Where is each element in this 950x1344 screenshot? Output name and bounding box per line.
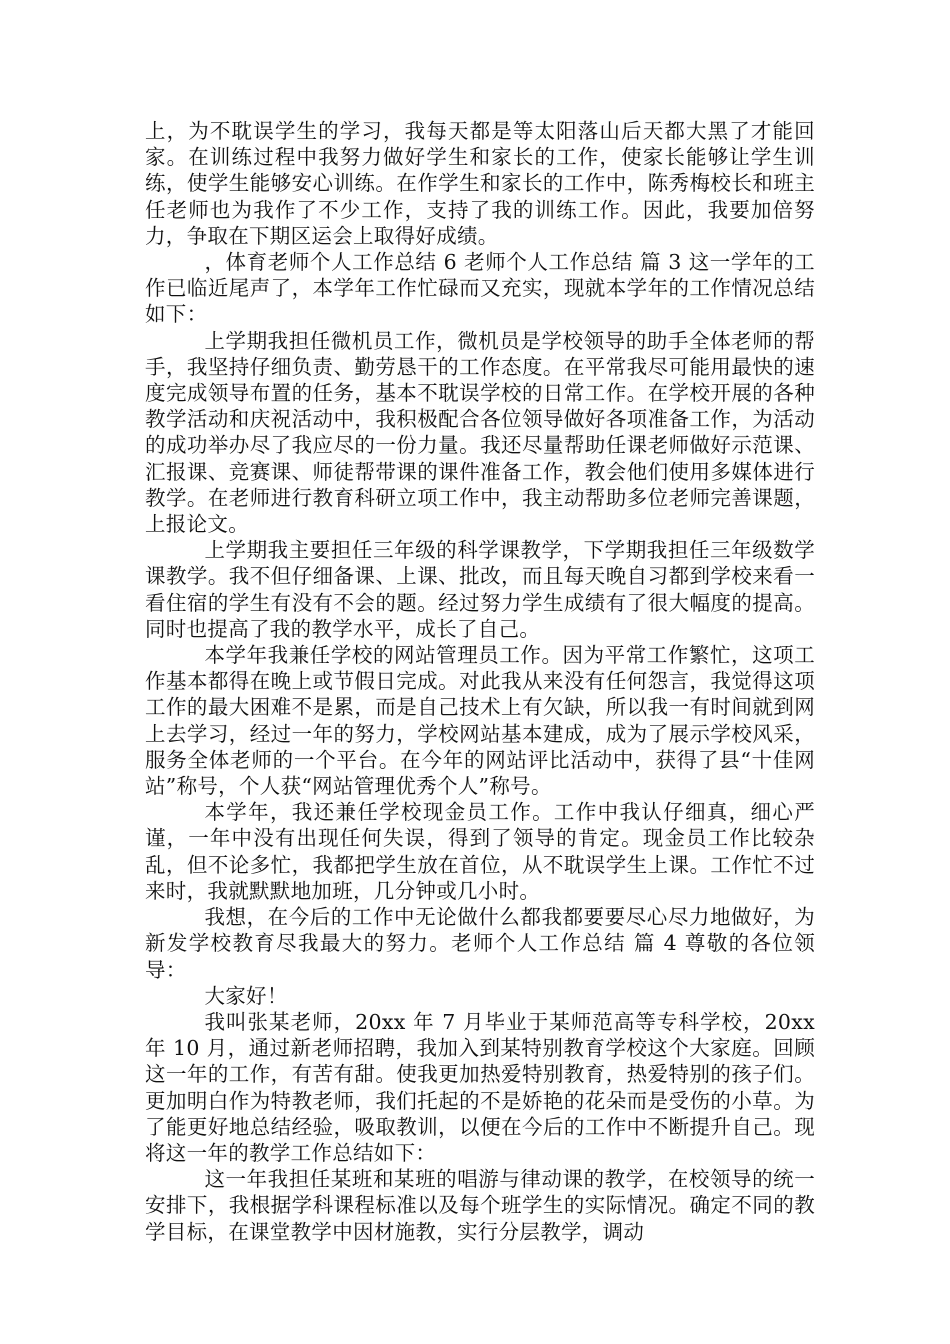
paragraph: 大家好！ <box>204 983 288 1008</box>
paragraph: 上，为不耽误学生的学习，我每天都是等太阳落山后天都大黑了才能回家。在训练过程中我努力做好学生和家长的工作，使家长能够让学生训练，使学生能够安心训练。在作学生和家长的工作中，陈秀梅校长和班主任老师也为我作了不少工作，支持了我的训练工作。因此，我要加倍努力，争取在下期区运会上取得好成绩。 <box>145 119 815 248</box>
paragraph: 这一年我担任某班和某班的唱游与律动课的教学，在校领导的统一安排下，我根据学科课程标准以及每个班学生的实际情况。确定不同的教学目标，在课堂教学中因材施教，实行分层教学，调动 <box>145 1167 815 1244</box>
paragraph: 本学年，我还兼任学校现金员工作。工作中我认仔细真，细心严谨，一年中没有出现任何失误，得到了领导的肯定。现金员工作比较杂乱，但不论多忙，我都把学生放在首位，从不耽误学生上课。工作忙不过来时，我就默默地加班，几分钟或几小时。 <box>145 800 815 903</box>
paragraph: 上学期我担任微机员工作，微机员是学校领导的助手全体老师的帮手，我坚持仔细负责、勤劳恳干的工作态度。在平常我尽可能用最快的速度完成领导布置的任务，基本不耽误学校的日常工作。在学校开展的各种教学活动和庆祝活动中，我积极配合各位领导做好各项准备工作，为活动的成功举办尽了我应尽的一份力量。我还尽量帮助任课老师做好示范课、汇报课、竞赛课、师徒帮带课的课件准备工作，教会他们使用多媒体进行教学。在老师进行教育科研立项工作中，我主动帮助多位老师完善课题，上报论文。 <box>145 328 815 537</box>
paragraph: 我想，在今后的工作中无论做什么都我都要要尽心尽力地做好，为新发学校教育尽我最大的努力。老师个人工作总结 篇 4 尊敬的各位领导： <box>145 905 815 982</box>
paragraph: 我叫张某老师，20xx 年 7 月毕业于某师范高等专科学校，20xx 年 10 月，通过新老师招聘，我加入到某特别教育学校这个大家庭。回顾这一年的工作，有苦有甜。使我更加热爱特别教育，热爱特别的孩子们。更加明白作为特教老师，我们托起的不是娇艳的花朵而是受伤的小草。为了能更好地总结经验，吸取教训，以便在今后的工作中不断提升自己。现将这一年的教学工作总结如下： <box>145 1009 815 1165</box>
document-page <box>145 118 815 1245</box>
paragraph: 本学年我兼任学校的网站管理员工作。因为平常工作繁忙，这项工作基本都得在晚上或节假日完成。对此我从来没有任何怨言，我觉得这项工作的最大困难不是累，而是自己技术上有欠缺，所以我一有时间就到网上去学习，经过一年的努力，学校网站基本建成，成为了展示学校风采，服务全体老师的一个平台。在今年的网站评比活动中，获得了县“十佳网站”称号，个人获“网站管理优秀个人”称号。 <box>145 643 815 799</box>
paragraph: 上学期我主要担任三年级的科学课教学，下学期我担任三年级数学课教学。我不但仔细备课、上课、批改，而且每天晚自习都到学校来看一看住宿的学生有没有不会的题。经过努力学生成绩有了很大幅度的提高。同时也提高了我的教学水平，成长了自己。 <box>145 538 815 641</box>
paragraph: ，体育老师个人工作总结 6 老师个人工作总结 篇 3 这一学年的工作已临近尾声了，本学年工作忙碌而又充实，现就本学年的工作情况总结如下： <box>145 250 815 327</box>
